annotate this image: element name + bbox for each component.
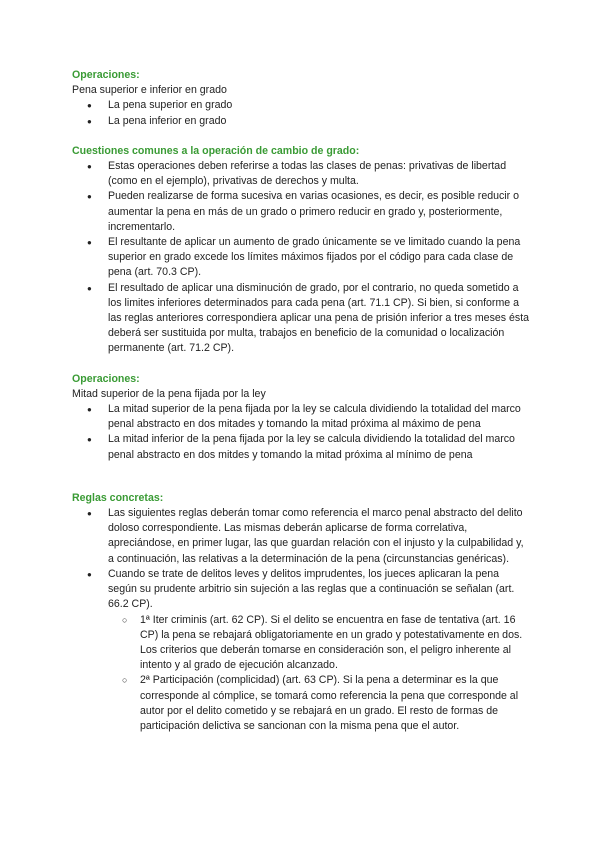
list-item-text: Cuando se trate de delitos leves y delitos imprudentes, los jueces aplicaran la pena según su prudente arbitrio sin sujeción a las reglas que a continuación se señalan (art. 66.2 CP). (108, 567, 515, 611)
list-item: ● Estas operaciones deben referirse a todas las clases de penas: privativas de libertad (como en el ejemplo), privativas de derechos y multa. (72, 159, 530, 189)
bullet-list-reglas (72, 506, 530, 734)
section-intro-pena-grado: Pena superior e inferior en grado (72, 84, 227, 97)
sub-bullet-list (108, 613, 530, 735)
list-item: ● La pena superior en grado (72, 98, 530, 113)
list-item (72, 567, 530, 734)
section-heading-operaciones-grado: Operaciones: (72, 69, 140, 81)
sub-list-item: ○ 2ª Participación (complicidad) (art. 63 CP). Si la pena a determinar es la que corresponde al cómplice, se tomará como referencia la pena que corresponde al autor por el delito cometido y se rebajará en un grado. El resto de formas de participación delictiva se sancionan con la misma pena que el autor. (108, 673, 530, 734)
section-heading-reglas-concretas: Reglas concretas: (72, 491, 164, 504)
list-item: ● La mitad inferior de la pena fijada por la ley se calcula dividiendo la totalidad del marco penal abstracto en dos mitdes y tomando la mitad próxima al mínimo de pena (72, 432, 530, 462)
sub-list-item: ○ 1ª Iter criminis (art. 62 CP). Si el delito se encuentra en fase de tentativa (art. 16 CP) la pena se rebajará obligatoriamente en un grado y potestativamente en dos. Los criterios que deberán tomarse en consideración son, el peligro inherente al intento y al grado de ejecución alcanzado. (108, 613, 530, 674)
section-heading-operaciones-mitad: Operaciones: (72, 372, 140, 385)
list-item: ● La mitad superior de la pena fijada por la ley se calcula dividiendo la totalidad del marco penal abstracto en dos mitades y tomando la mitad próxima al máximo de pena (72, 402, 530, 432)
list-item: ● El resultante de aplicar un aumento de grado únicamente se ve limitado cuando la pena superior en grado excede los límites máximos fijados por el código para cada clase de pena (art. 70.3 CP). (72, 235, 530, 281)
list-item: ● La pena inferior en grado (72, 114, 530, 129)
document-content (72, 68, 530, 734)
list-item: ● Pueden realizarse de forma sucesiva en varias ocasiones, es decir, es posible reducir o aumentar la pena en más de un grado o primero reducir en grado y, posteriormente, incrementarlo. (72, 189, 530, 235)
bullet-list-grado (72, 98, 530, 128)
section-intro-mitad: Mitad superior de la pena fijada por la ley (72, 387, 266, 400)
bullet-list-cuestiones (72, 159, 530, 357)
section-heading-cuestiones-comunes: Cuestiones comunes a la operación de cambio de grado: (72, 144, 360, 157)
list-item: ● El resultado de aplicar una disminución de grado, por el contrario, no queda sometido a los limites inferiores determinados para cada pena (art. 71.1 CP). Si bien, si conforme a las reglas anteriores correspondiera aplicar una pena de prisión inferior a tres meses ésta deberá ser sustituida por multa, trabajos en beneficio de la comunidad o localización permanente (art. 71.2 CP). (72, 281, 530, 357)
list-item: ● Las siguientes reglas deberán tomar como referencia el marco penal abstracto del delito doloso correspondiente. Las mismas deberán aplicarse de forma correlativa, apreciándose, en primer lugar, las que guardan relación con el injusto y la culpabilidad y, a continuación, las relativas a la determinación de la pena (circunstancias genéricas). (72, 506, 530, 567)
bullet-list-mitad (72, 402, 530, 463)
